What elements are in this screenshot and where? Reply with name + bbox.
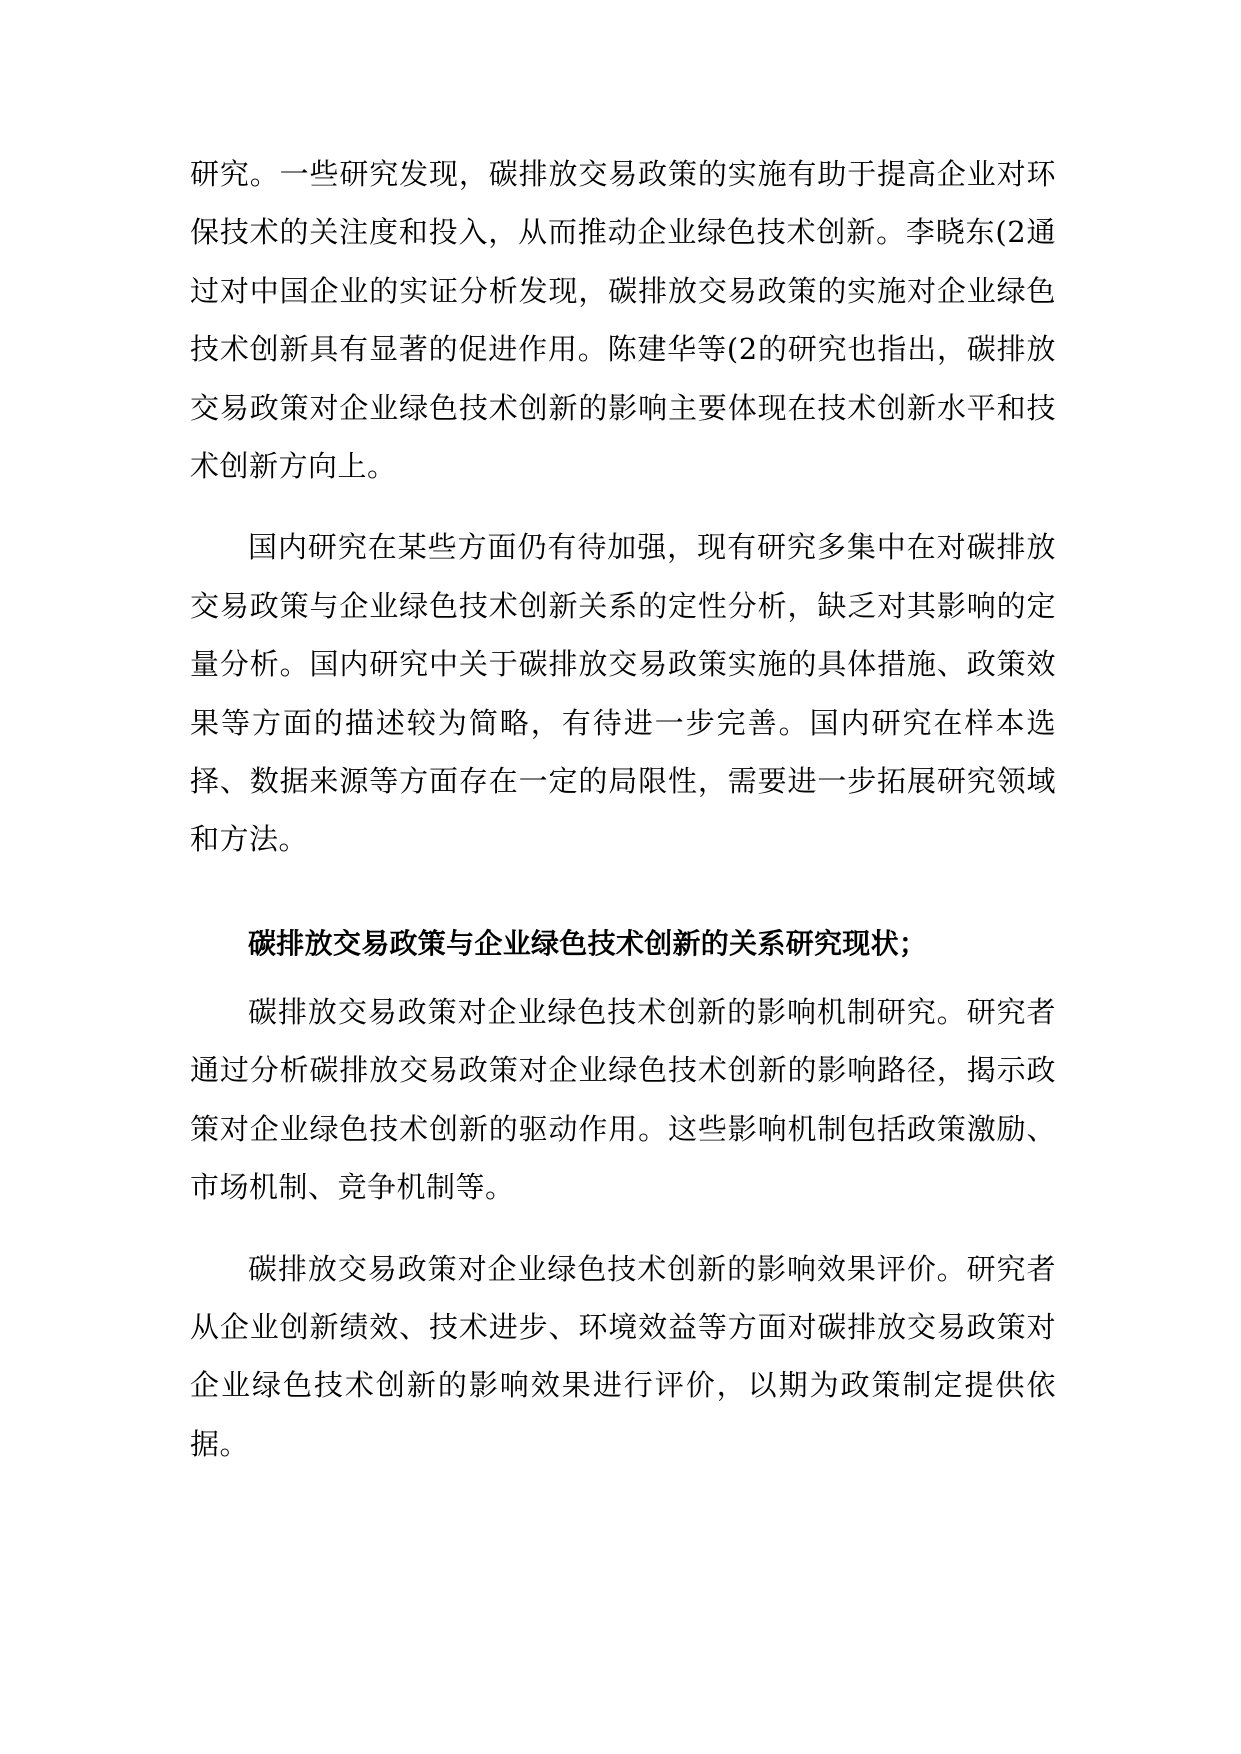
paragraph-continued: 研究。一些研究发现，碳排放交易政策的实施有助于提高企业对环保技术的关注度和投入，从而推动企业绿色技术创新。李晓东(2通过对中国企业的实证分析发现，碳排放交易政策的实施对企业绿色技术创新具有显著的促进作用。陈建华等(2的研究也指出，碳排放交易政策对企业绿色技术创新的影响主要体现在技术创新水平和技术创新方向上。 [190,157,1056,484]
paragraph-mechanism: 碳排放交易政策对企业绿色技术创新的影响机制研究。研究者通过分析碳排放交易政策对企业绿色技术创新的影响路径，揭示政策对企业绿色技术创新的驱动作用。这些影响机制包括政策激励、市场机制、竞争机制等。 [190,994,1056,1205]
paragraph-domestic-research: 国内研究在某些方面仍有待加强，现有研究多集中在对碳排放交易政策与企业绿色技术创新关系的定性分析，缺乏对其影响的定量分析。国内研究中关于碳排放交易政策实施的具体措施、政策效果等方面的描述较为简略，有待进一步完善。国内研究在样本选择、数据来源等方面存在一定的局限性，需要进一步拓展研究领域和方法。 [190,530,1056,857]
section-heading: 碳排放交易政策与企业绿色技术创新的关系研究现状； [248,926,928,960]
document-page [190,145,1056,1473]
paragraph-evaluation: 碳排放交易政策对企业绿色技术创新的影响效果评价。研究者从企业创新绩效、技术进步、环境效益等方面对碳排放交易政策对企业绿色技术创新的影响效果进行评价，以期为政策制定提供依据。 [190,1251,1056,1461]
